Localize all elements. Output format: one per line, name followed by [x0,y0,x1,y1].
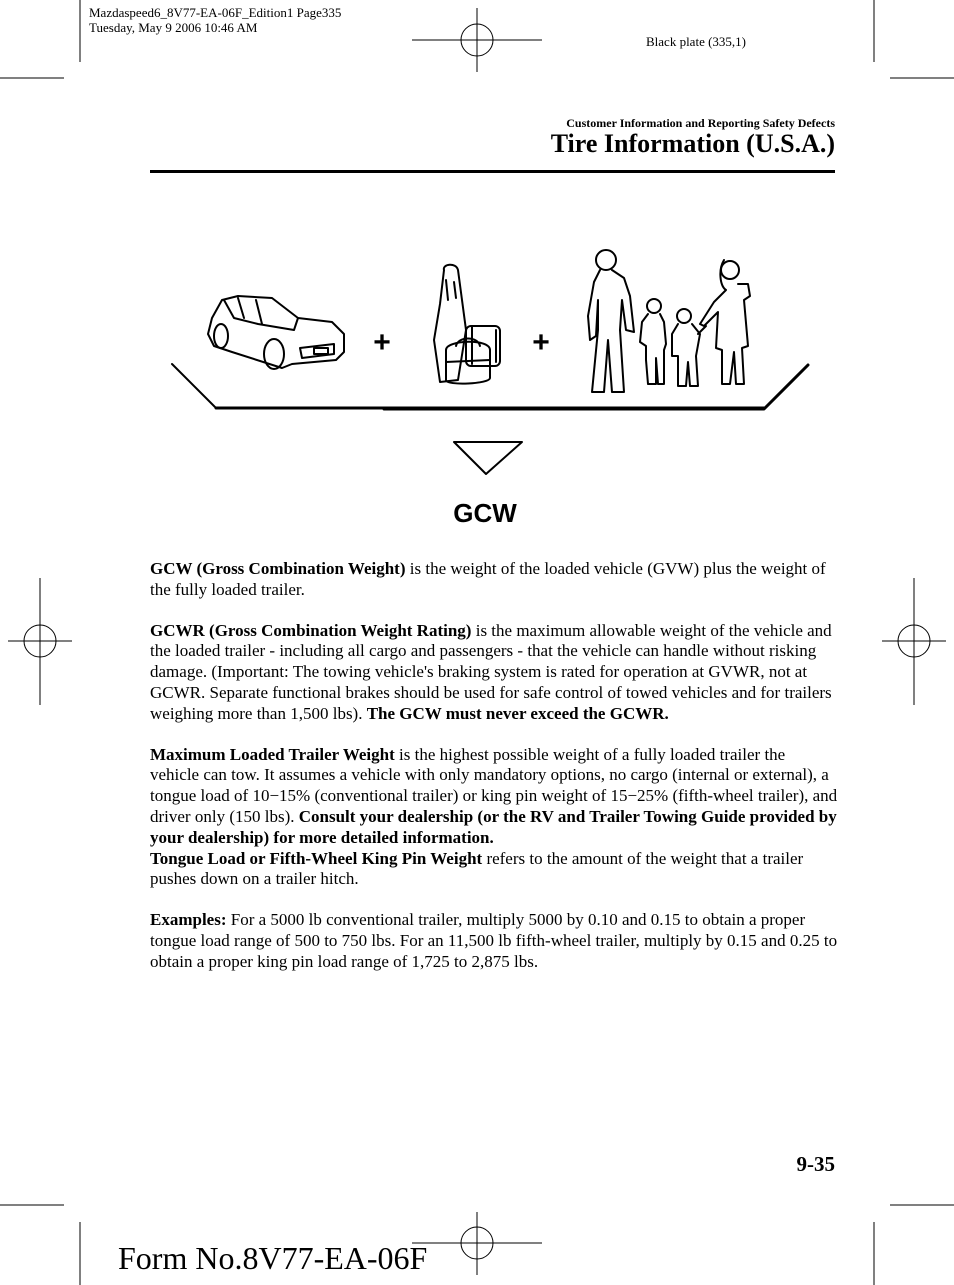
paragraph-gcwr [150,621,838,725]
luggage-icon [434,265,500,384]
dealership-note: Consult your dealership (or the RV and Trailer Towing Guide provided by your dealership) for more detailed information. [150,806,837,847]
print-info [89,5,341,35]
definition-max-trailer-weight: is the highest possible weight of a fully loaded trailer the vehicle can tow. It assumes a vehicle with only mandatory options, no cargo (internal or external), a tongue load of 10−15% (conventional trailer) or king pin weight of 15−25% (fifth-wheel trailer), and driver only (150 lbs). [150,744,838,826]
definition-gcwr: is the maximum allowable weight of the vehicle and the loaded trailer - including all cargo and passengers - that the vehicle can handle without risking damage. (Important: The towing vehicle's braking system is rated for operation at GVWR, not at GCWR. Separate functional brakes should be used for safe control of towed vehicles and for trailers weighing more than 1,500 lbs). [150,620,832,723]
plus-sign-2: + [532,326,550,359]
term-gcwr: GCWR (Gross Combination Weight Rating) [150,620,472,640]
body-text [150,559,838,993]
paragraph-gcw [150,559,838,601]
title-rule [150,170,835,173]
paragraph-max-trailer-weight [150,745,838,891]
term-gcw: GCW (Gross Combination Weight) [150,559,406,578]
print-filename: Mazdaspeed6_8V77-EA-06F_Edition1 Page335 [89,5,342,20]
gcwr-warning: The GCW must never exceed the GCWR. [366,703,669,723]
form-number: Form No.8V77-EA-06F [118,1240,428,1276]
print-timestamp: Tuesday, May 9 2006 10:46 AM [89,20,258,35]
definition-gcw: is the weight of the loaded vehicle (GVW) plus the weight of the fully loaded trailer. [150,559,826,599]
section-subtitle: Customer Information and Reporting Safety Defects [566,116,835,130]
gcw-illustration [160,240,820,540]
paragraph-examples [150,910,838,972]
definition-tongue-load: refers to the amount of the weight that a trailer pushes down on a trailer hitch. [150,848,804,889]
family-icon [588,250,750,392]
page-title: Tire Information (U.S.A.) [550,129,835,158]
term-max-trailer-weight: Maximum Loaded Trailer Weight [150,744,395,764]
examples-text: For a 5000 lb conventional trailer, multiply 5000 by 0.10 and 0.15 to obtain a proper tongue load range of 500 to 750 lbs. For an 11,500 lb fifth-wheel trailer, multiply by 0.15 and 0.25 to obtain a proper king pin load range of 1,725 to 2,875 lbs. [150,910,838,971]
down-arrow-icon [454,442,522,474]
car-icon [208,296,344,369]
page-number: 9-35 [796,1152,835,1176]
black-plate-label: Black plate (335,1) [646,34,746,49]
gcw-result-label: GCW [453,498,517,528]
term-tongue-load: Tongue Load or Fifth-Wheel King Pin Weight [150,848,483,868]
term-examples: Examples: [150,910,227,930]
plus-sign-1: + [373,326,391,359]
